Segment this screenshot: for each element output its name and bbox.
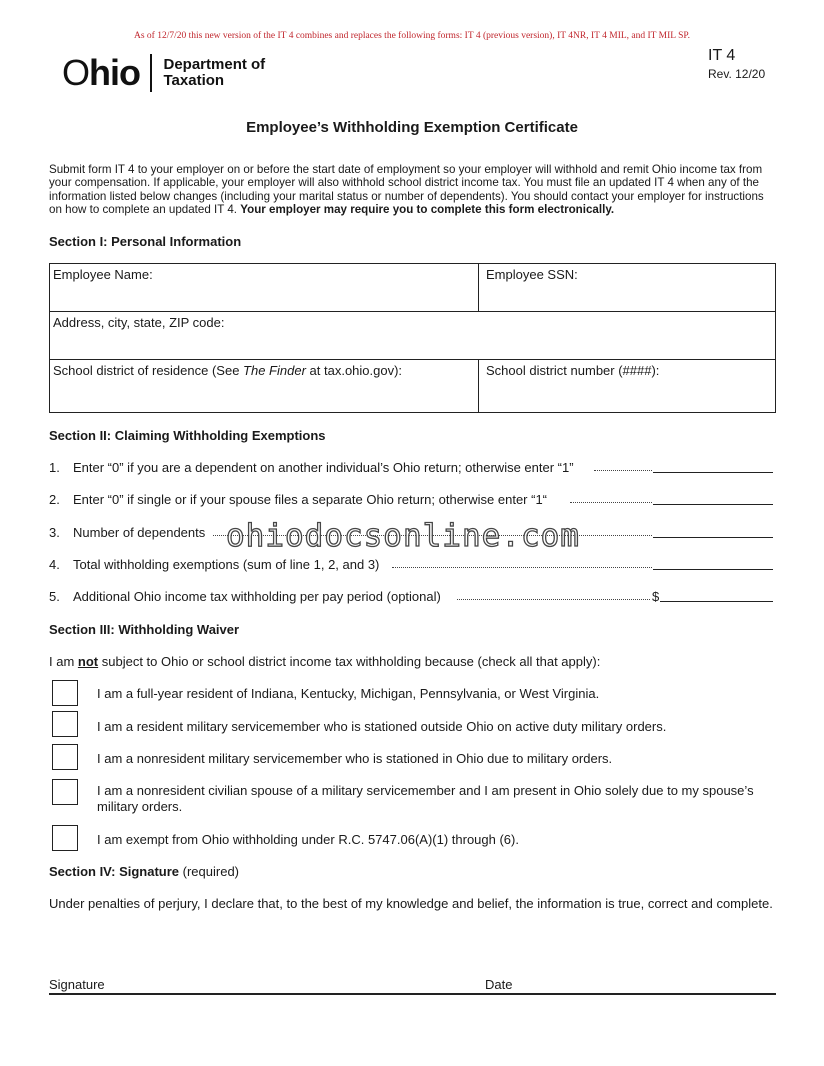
exemption-line-3: 3. Number of dependents <box>49 525 773 541</box>
waiver-checkbox-5[interactable] <box>52 825 78 851</box>
form-revision-notice: As of 12/7/20 this new version of the IT 4 combines and replaces the following forms: IT 4 (previous version), IT 4NR, IT 4 MIL, and IT MIL SP. <box>133 31 691 41</box>
school-district-field[interactable]: School district of residence (See The Finder at tax.ohio.gov): <box>53 363 403 378</box>
exemption-line-5: 5. Additional Ohio income tax withholding per pay period (optional) $ <box>49 589 773 605</box>
waiver-option-1: I am a full-year resident of Indiana, Kentucky, Michigan, Pennsylvania, or West Virginia. <box>97 686 600 701</box>
school-district-number-field[interactable]: School district number (####): <box>486 363 660 378</box>
intro-paragraph: Submit form IT 4 to your employer on or before the start date of employment so your employer will withhold and remit Ohio income tax from your compensation. If applicable, your employer will also withhold school district income tax. You must file an updated IT 4 when any of the information listed below changes (including your marital status or number of dependents). You should contact your employer for instructions on how to complete an updated IT 4. Your employer may require you to complete this form electronically. <box>49 163 764 216</box>
section-2-heading: Section II: Claiming Withholding Exemptions <box>49 428 326 443</box>
line-2-input[interactable] <box>653 492 773 505</box>
personal-info-table <box>49 263 776 413</box>
signature-line[interactable] <box>49 993 776 995</box>
section-1-heading: Section I: Personal Information <box>49 234 242 249</box>
line-4-input[interactable] <box>653 557 773 570</box>
section-4-heading: Section IV: Signature (required) <box>49 864 239 879</box>
watermark: ohiodocsonline.com <box>226 518 580 554</box>
table-divider <box>478 359 479 412</box>
form-title: Employee’s Withholding Exemption Certificate <box>246 119 578 136</box>
date-label: Date <box>485 977 513 992</box>
line-5-input[interactable] <box>660 589 773 602</box>
waiver-checkbox-2[interactable] <box>52 711 78 737</box>
line-1-input[interactable] <box>653 460 773 473</box>
ohio-wordmark: Ohio <box>62 52 140 93</box>
waiver-intro: I am not subject to Ohio or school district income tax withholding because (check all that apply): <box>49 654 601 669</box>
form-revision: Rev. 12/20 <box>708 67 766 81</box>
section-3-heading: Section III: Withholding Waiver <box>49 622 240 637</box>
employee-name-field[interactable]: Employee Name: <box>53 267 153 282</box>
signature-label: Signature <box>49 977 105 992</box>
exemption-line-2: 2. Enter “0” if single or if your spouse files a separate Ohio return; otherwise enter “1“ <box>49 492 773 508</box>
logo-divider <box>150 54 152 92</box>
employee-ssn-field[interactable]: Employee SSN: <box>486 267 578 282</box>
ohio-logo <box>62 54 265 92</box>
address-field[interactable]: Address, city, state, ZIP code: <box>53 315 225 330</box>
waiver-checkbox-4[interactable] <box>52 779 78 805</box>
waiver-option-2: I am a resident military servicemember who is stationed outside Ohio on active duty military orders. <box>97 719 667 734</box>
waiver-option-5: I am exempt from Ohio withholding under R.C. 5747.06(A)(1) through (6). <box>97 832 519 847</box>
waiver-checkbox-1[interactable] <box>52 680 78 706</box>
exemption-line-4: 4. Total withholding exemptions (sum of line 1, 2, and 3) <box>49 557 773 573</box>
exemption-line-1: 1. Enter “0” if you are a dependent on another individual’s Ohio return; otherwise enter “1” <box>49 460 773 476</box>
line-3-input[interactable] <box>653 525 773 538</box>
waiver-option-3: I am a nonresident military servicemember who is stationed in Ohio due to military orders. <box>97 751 613 766</box>
waiver-option-4: I am a nonresident civilian spouse of a military servicemember and I am present in Ohio solely due to my spouse’s military orders. <box>97 783 754 814</box>
table-divider <box>478 264 479 311</box>
form-id: IT 4 <box>708 47 736 64</box>
waiver-checkbox-3[interactable] <box>52 744 78 770</box>
perjury-statement: Under penalties of perjury, I declare that, to the best of my knowledge and belief, the information is true, correct and complete. <box>49 896 773 911</box>
department-name: Department of Taxation <box>163 56 266 89</box>
